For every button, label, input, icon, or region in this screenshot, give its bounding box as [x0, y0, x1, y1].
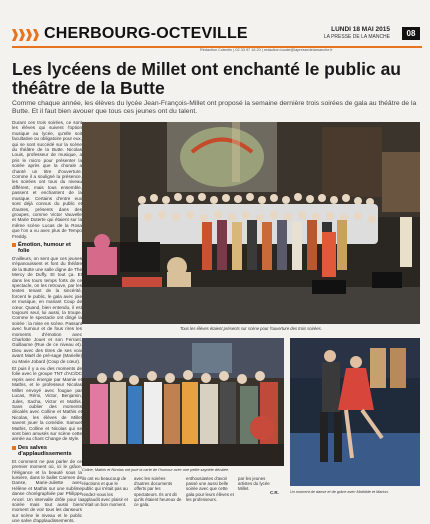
subhead-text: Émotion, humour et folie — [18, 241, 71, 254]
page-header — [0, 26, 430, 48]
section-chevrons-icon — [12, 29, 39, 41]
body-paragraph: D'ailleurs, on sent que ces jeunes s'épanouissent et font du théâtre de la Butte une salle digne de The Mercy de Duffy. Et tout ça. Et dans les tours temps forts de ce spectacle, on les retrouve, par les textes tenant de la sincérité, forcent le public, le gala avec joie et musique, en mariant Coup de cœur. Quand, bien entendu, il est toujours seul, lui aussi, la troupe. Comme le spectacle ont dirigé la soirée : la mise en scène. Passant avec humour et de fous rires les moments d'émotion avec Charlotte Jouet et son Ferrant, Guillaume (Rue de ce niveau et). Dieu avec des titres de ses voix avant Maël de pré-sage (Marielle) ou Marie Jobard (Coup de cœur). — [12, 255, 82, 364]
article-headline: Les lycéens de Millet ont enchanté le public au théâtre de la Butte — [12, 59, 401, 98]
dance-photo — [290, 338, 420, 486]
photo-credit: C.R. — [270, 490, 279, 495]
main-photo-caption: Tous les élèves étaient présents sur scène pour l'ouverture des trois soirées. — [180, 326, 322, 331]
main-stage-photo — [82, 122, 420, 324]
contact-line: Rédaction Cotentin | 02 33 97 16 20 | redaction.locale@lapressedelamanche.fr — [200, 48, 333, 52]
left-text-column — [12, 120, 82, 524]
bottom-column-1: ils ont eu beaucoup de réactions et que le public qui n'était pas au rendez-vous les applaudit avec plaisir et c'était un bon moment. — [82, 476, 128, 508]
dance-photo-caption: Un moment de danse et de grâce avec Mathilde et Marion. — [290, 490, 389, 494]
article-lede: Comme chaque année, les élèves du lycée Jean-François-Millet ont proposé la semaine dernière trois soirées de gala au théâtre de la Butte. Et il faut bien avouer que tous ces jeunes ont du talent. — [12, 100, 417, 116]
bottom-column-4: par les jeunes artistes du lycée Millet. — [238, 476, 270, 492]
subhead-text: Des salves d'applaudissements — [18, 444, 72, 457]
bottom-column-3: enthousiastes d'avoir passé une aussi belle soirée avec que cette gala pour leurs élèves et les professeurs. — [186, 476, 234, 502]
bottom-column-2: avec les soirées d'autres documents offerts par les spectateurs. Ils ont dit qu'ils étaient heureux de ce gala. — [134, 476, 182, 508]
body-paragraph: Et comment ne pas parler de ce premier moment où, ici le grâce, l'élégance et la beauté sous la lumière, dans le ballet Carmen de Danse, Marie-Juliette avec Hélène et Mathis sur une sublime danse chorégraphiée par Philippe Ancel. Un intervalle drôle pour la soirée mais tout aussi bien moment de voir tous les danseurs sur scène le niveau et le public une salve d'applaudissements. — [12, 458, 82, 524]
body-paragraph: Durant ces trois soirées, ce sont les élèves qui suivent l'option musique au lycée, qu'elle soit facultative ou obligatoire pour eux, qui se sont succédé sur la scène du théâtre de la Butte. Nicolas Louis, professeur de musique, a pris le micro pour présenter la soirée après que la chorale a chanté un titre d'ouverture. Comme il a souligné la présence, les soirées ont tous du niveau différent, mais tous ensemble, passent et enchantent de la musique. Certains d'entre eux sont déjà connus du public et d'autres, présents dans des groupes, comme Victor Vauvelle et Marie Duterte qui étaient sur la même scène Lucas de la Rosa que l'on a vu avec plus de Tempo Freddy. — [12, 120, 82, 239]
comedy-photo — [82, 338, 284, 466]
comedy-photo-caption: Coline, Mathis et Nicolas ont joué la carte de l'humour avec une petite saynète décalée. — [82, 468, 230, 472]
body-paragraph: Et puis il y a eu des moments de folie avec le groupe TNT d'AC/DC repris avec énergie par Mamie et Mathis, et le professeur Nicolas Millet envoyé avec fougue par Lucas, Rémi, Victor, Benjamin, Jules, Sacha, Victor et Mathis. Sans oublier des moments décalés avec Colline et Mathis et Nicolas, les élèves de Millet savent jouer la comédie. Samuel Mathis, Colline et Nicolas qui se sont bien amusés sur scène cette année au chant Change de style. — [12, 366, 82, 442]
subhead-emotion — [12, 242, 82, 254]
subhead-bullet-icon — [12, 243, 16, 247]
page-number-badge: 08 — [402, 27, 420, 40]
issue-date: LUNDI 18 MAI 2015 — [331, 26, 390, 33]
paper-name: LA PRESSE DE LA MANCHE — [323, 34, 390, 40]
subhead-applause — [12, 445, 82, 457]
subhead-bullet-icon — [12, 446, 16, 450]
section-title: CHERBOURG-OCTEVILLE — [44, 25, 248, 42]
